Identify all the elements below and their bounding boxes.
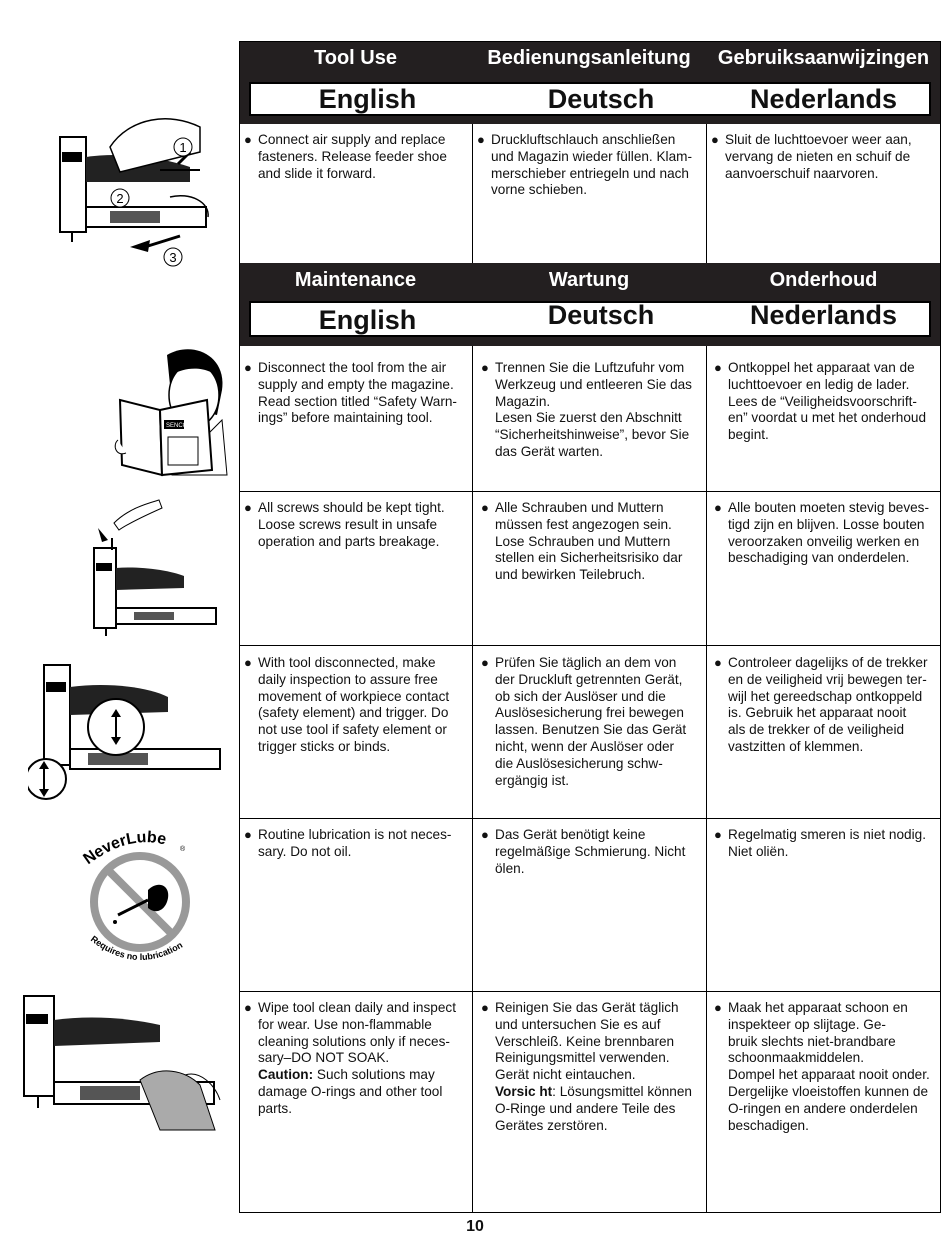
step-number: 1 <box>179 140 187 155</box>
header-title-nl: Onderhoud <box>769 269 878 291</box>
language-nl: Nederlands <box>749 300 898 330</box>
step-number: 3 <box>169 250 177 265</box>
table-cell-nl: ● Regelmatig smeren is niet nodig. Niet oliën. <box>714 827 926 859</box>
language-nl: Nederlands <box>749 84 898 114</box>
table-cell-de: ● Das Gerät benötigt keine regelmäßige Schmierung. Nicht ölen. <box>481 827 686 876</box>
row-divider <box>239 991 941 992</box>
table-cell-en: ● Disconnect the tool from the air supply and empty the magazine. Read section titled “Safety Warn- ings” before maintaining tool. <box>244 360 457 426</box>
bullet-icon: ● <box>481 360 489 375</box>
header-title-de: Bedienungsanleitung <box>487 47 691 69</box>
header-title-en: Tool Use <box>314 47 397 69</box>
bullet-icon: ● <box>244 360 252 375</box>
header-title-en: Maintenance <box>294 269 417 291</box>
bullet-icon: ● <box>244 827 252 842</box>
manual-brand-text: SENCO <box>166 423 188 429</box>
check-screws-illustration <box>84 498 219 638</box>
safety-check-illustration <box>28 657 223 807</box>
bullet-icon: ● <box>477 132 485 147</box>
column-divider <box>472 124 473 263</box>
bullet-icon: ● <box>711 132 719 147</box>
table-cell-nl: ● Maak het apparaat schoon en inspekteer op slijtage. Ge- bruik slechts niet-brandbare schoonmaakmiddelen. Dompel het apparaat nooit onder. Dergelijke vloeistoffen kunnen de O-ringen en andere onderdelen beschadigen. <box>714 1000 930 1133</box>
bullet-icon: ● <box>714 360 722 375</box>
row-divider <box>239 818 941 819</box>
bullet-icon: ● <box>244 132 252 147</box>
reading-manual-illustration <box>112 345 232 480</box>
step-number: 2 <box>116 191 124 206</box>
neverlube-title: NeverLube <box>80 830 168 869</box>
row-divider <box>239 645 941 646</box>
table-cell-en: ● Connect air supply and replace fasteners. Release feeder shoe and slide it forward. <box>244 132 447 181</box>
caution-label: Vorsic ht <box>495 1083 553 1099</box>
bullet-icon: ● <box>714 655 722 670</box>
table-cell-nl: ● Controleer dagelijks of de trekker en de veiligheid vrij bewegen ter- wijl het gereedschap ontkoppeld is. Gebruik het apparaat nooit als de trekker of de veiligheid vastzitten of klemmen. <box>714 655 928 754</box>
neverlube-caption: Requires no lubrication <box>88 933 185 963</box>
table-cell-en: ● Routine lubrication is not neces- sary. Do not oil. <box>244 827 452 859</box>
bullet-icon: ● <box>244 500 252 515</box>
bullet-icon: ● <box>481 827 489 842</box>
page-number: 10 <box>466 1218 484 1235</box>
row-divider <box>239 491 941 492</box>
column-divider <box>706 124 707 263</box>
table-cell-nl: ● Sluit de luchttoevoer weer aan, vervang de nieten en schuif de aanvoerschuif naarvoren. <box>711 132 912 181</box>
bullet-icon: ● <box>244 1000 252 1015</box>
bullet-icon: ● <box>481 500 489 515</box>
header-title-de: Wartung <box>548 269 630 291</box>
table-cell-de: ● Prüfen Sie täglich an dem von der Druckluft getrennten Gerät, ob sich der Auslöser und die Auslösesicherung frei bewegen lassen. Benutzen Sie das Gerät nicht, wenn der Auslöser oder die Auslösesicherung schw- ergängig ist. <box>481 655 687 788</box>
bullet-icon: ● <box>714 500 722 515</box>
table-cell-de: ● Trennen Sie die Luftzufuhr vom Werkzeug und entleeren Sie das Magazin. Lesen Sie zuerst den Abschnitt “Sicherheitshinweise”, bevor Sie das Gerät warten. <box>481 360 692 459</box>
caution-label: Caution: <box>258 1067 314 1083</box>
table-cell-en: ● All screws should be kept tight. Loose screws result in unsafe operation and parts breakage. <box>244 500 445 549</box>
table-cell-nl: ● Ontkoppel het apparaat van de luchttoevoer en ledig de lader. Lees de “Veiligheidsvoorschrift- en” voordat u met het onderhoud begint. <box>714 360 926 443</box>
language-en: English <box>318 305 417 335</box>
table-cell-en: ● Wipe tool clean daily and inspect for wear. Use non-flammable cleaning solutions only if neces- sary–DO NOT SOAK. Caution: Such solutions may damage O-rings and other tool parts. <box>244 1000 456 1116</box>
language-de: Deutsch <box>547 300 655 330</box>
registered-mark: ® <box>180 846 186 853</box>
table-cell-en: ● With tool disconnected, make daily inspection to assure free movement of workpiece contact (safety element) and trigger. Do not use tool if safety element or trigger sticks or binds. <box>244 655 450 754</box>
bullet-icon: ● <box>714 1000 722 1015</box>
language-de: Deutsch <box>547 84 655 114</box>
table-cell-de: ● Reinigen Sie das Gerät täglich und untersuchen Sie es auf Verschleiß. Keine brennbaren Reinigungsmittel verwenden. Gerät nicht eintauchen. Vorsic ht: Lösungsmittel können O-Ringe und andere Teile des Gerätes zerstören. <box>481 1000 692 1133</box>
clean-tool-illustration <box>20 990 225 1135</box>
bullet-icon: ● <box>244 655 252 670</box>
load-fasteners-illustration <box>50 112 230 272</box>
table-cell-de: ● Druckluftschlauch anschließen und Magazin wieder füllen. Klam- merschieber entriegeln und nach vorne schieben. <box>477 132 692 198</box>
neverlube-logo <box>78 830 203 975</box>
table-cell-de: ● Alle Schrauben und Muttern müssen fest angezogen sein. Lose Schrauben und Muttern stellen ein Sicherheitsrisiko dar und bewirken Teilebruch. <box>481 500 683 583</box>
header-title-nl: Gebruiksaanwijzingen <box>717 47 930 69</box>
column-divider <box>706 346 707 1213</box>
bullet-icon: ● <box>481 1000 489 1015</box>
column-divider <box>472 346 473 1213</box>
language-en: English <box>318 84 417 114</box>
bullet-icon: ● <box>481 655 489 670</box>
table-cell-nl: ● Alle bouten moeten stevig beves- tigd zijn en blijven. Losse bouten veroorzaken onveilig werken en beschadiging van onderdelen. <box>714 500 930 566</box>
bullet-icon: ● <box>714 827 722 842</box>
